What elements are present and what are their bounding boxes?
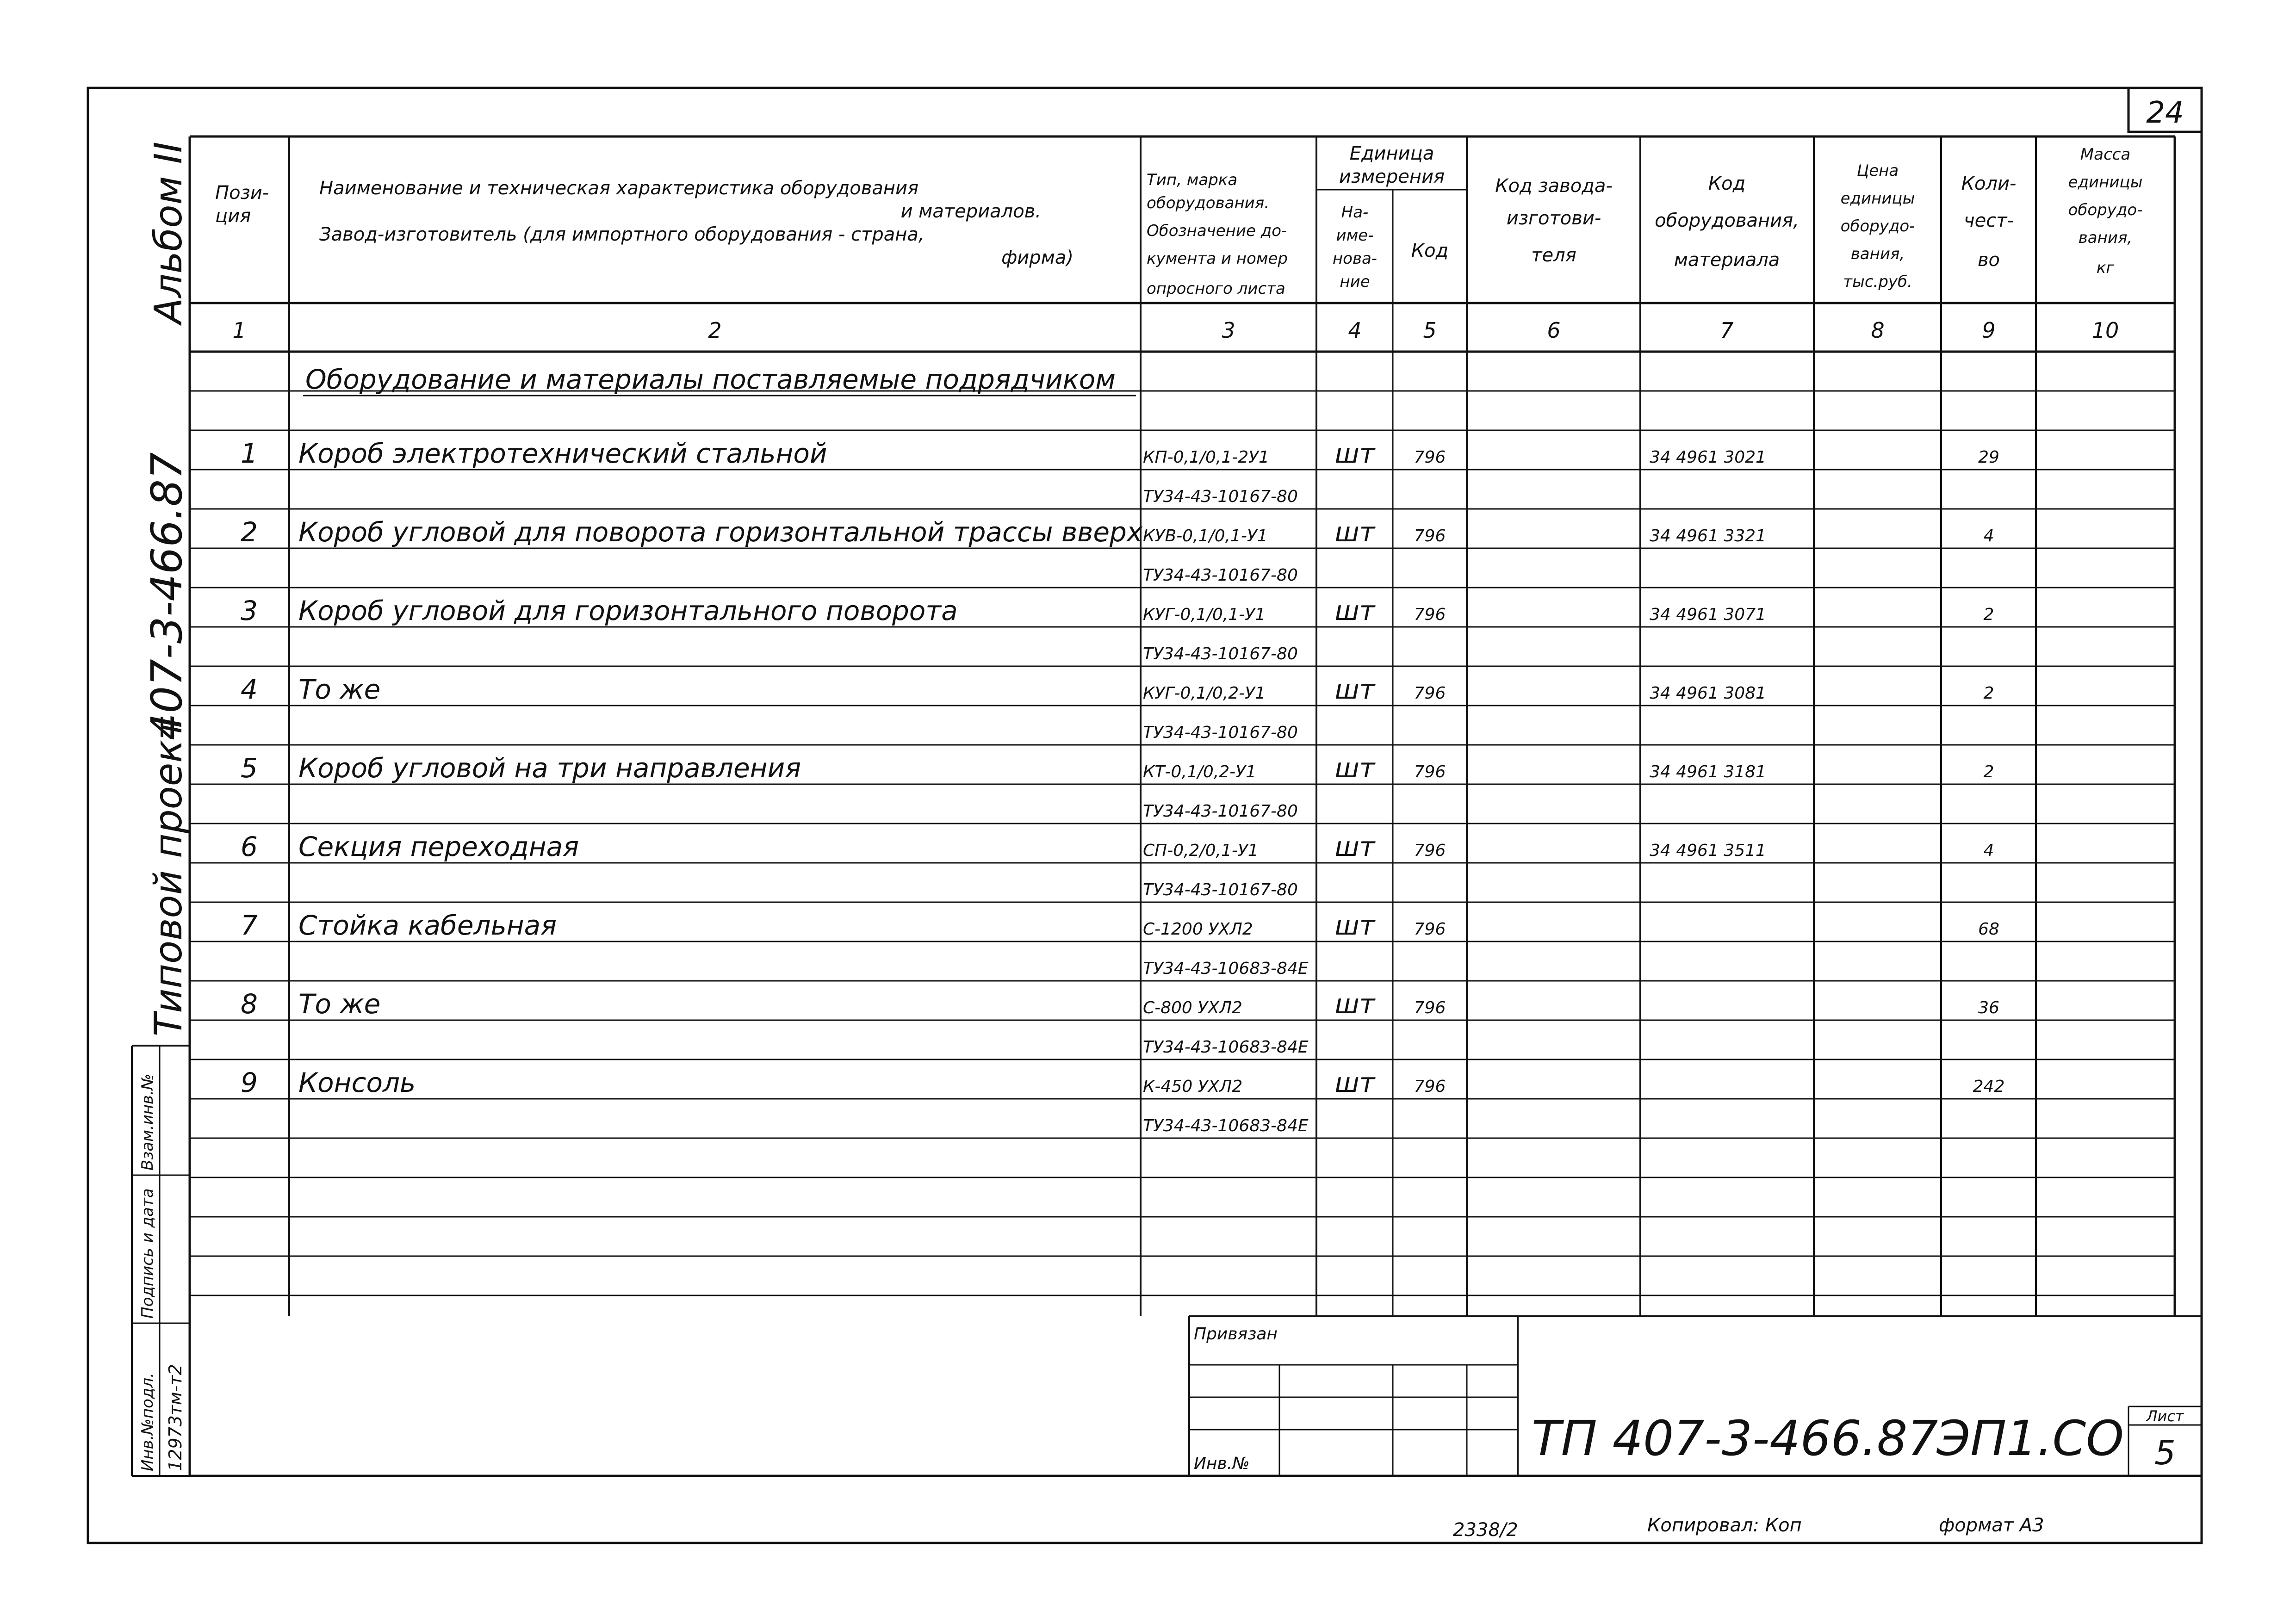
hdr-pos-1: Пози- [215, 182, 269, 204]
hdr-pos-2: ция [215, 205, 251, 227]
colnum-3: 3 [1222, 318, 1235, 343]
row-unit: шт [1334, 438, 1375, 469]
row-doc: ТУ34-43-10167-80 [1143, 644, 1298, 663]
row-code: 796 [1414, 998, 1446, 1017]
table-row [241, 988, 1999, 1057]
row-type: КТ-0,1/0,2-У1 [1143, 762, 1257, 781]
table-row [241, 831, 1994, 899]
row-eqcode: 34 4961 3021 [1650, 448, 1766, 467]
hdr-price-2: единицы [1840, 189, 1915, 208]
row-eqcode: 34 4961 3511 [1650, 841, 1766, 860]
title-block [190, 1316, 2202, 1476]
row-code: 796 [1414, 1077, 1446, 1096]
row-code: 796 [1414, 684, 1446, 703]
side-stamp-podpis: Подпись и дата [138, 1188, 157, 1319]
hdr-unit-1: Единица [1349, 143, 1434, 164]
colnum-8: 8 [1871, 318, 1885, 343]
hdr-type-4: кумента и номер [1147, 249, 1288, 268]
stamp-doc-code: ТП 407-3-466.87 [1532, 1410, 1938, 1467]
colnum-4: 4 [1348, 318, 1362, 343]
table-row [241, 910, 1999, 978]
row-type: К-450 УХЛ2 [1143, 1077, 1243, 1096]
hdr-type-2: оборудования. [1147, 194, 1270, 212]
colnum-2: 2 [708, 318, 722, 343]
row-code: 796 [1414, 605, 1446, 624]
row-qty: 2 [1983, 684, 1994, 703]
side-stamp-inv-podl: Инв.№подл. [138, 1373, 157, 1471]
row-type: КП-0,1/0,1-2У1 [1143, 448, 1269, 467]
side-stamp [132, 1046, 190, 1476]
row-type: КУГ-0,1/0,2-У1 [1143, 684, 1266, 703]
row-pos: 8 [241, 988, 258, 1020]
row-name: Стойка кабельная [298, 910, 557, 941]
footer [1453, 1515, 2044, 1541]
row-name: То же [298, 674, 381, 705]
hdr-type-3: Обозначение до- [1147, 222, 1287, 240]
row-type: КУВ-0,1/0,1-У1 [1143, 527, 1268, 545]
row-qty: 2 [1983, 605, 1994, 624]
side-typical-project: Типовой проект [147, 718, 191, 1036]
row-doc: ТУ34-43-10683-84Е [1143, 1038, 1309, 1057]
row-unit: шт [1334, 752, 1375, 784]
hdr-qty-3: во [1977, 249, 2000, 271]
hdr-unitname-3: нова- [1332, 249, 1378, 268]
row-qty: 242 [1973, 1077, 2005, 1096]
row-doc: ТУ34-43-10167-80 [1143, 723, 1298, 742]
row-type: СП-0,2/0,1-У1 [1143, 841, 1259, 860]
row-unit: шт [1334, 910, 1375, 941]
row-eqcode: 34 4961 3081 [1650, 684, 1766, 703]
hdr-price-4: вания, [1850, 245, 1905, 263]
row-code: 796 [1414, 527, 1446, 545]
row-type: С-1200 УХЛ2 [1143, 920, 1253, 939]
table-row [241, 752, 1994, 821]
colnum-7: 7 [1720, 318, 1734, 343]
row-qty: 36 [1978, 998, 1999, 1017]
footer-format: формат А3 [1939, 1515, 2044, 1536]
hdr-plant-3: теля [1531, 245, 1576, 266]
stamp-privyazan: Привязан [1194, 1325, 1278, 1344]
stamp-list-label: Лист [2146, 1407, 2184, 1425]
hdr-eqcode-1: Код [1708, 173, 1746, 194]
hdr-name-1: Наименование и техническая характеристика оборудования [319, 178, 918, 199]
colnum-5: 5 [1423, 318, 1437, 343]
colnum-6: 6 [1547, 318, 1561, 343]
section-title: Оборудование и материалы поставляемые подрядчиком [305, 364, 1116, 395]
hdr-qty-1: Коли- [1961, 173, 2017, 194]
hdr-type-1: Тип, марка [1147, 171, 1238, 189]
row-pos: 4 [241, 674, 258, 705]
row-code: 796 [1414, 841, 1446, 860]
hdr-name-2: и материалов. [900, 201, 1041, 222]
row-code: 796 [1414, 762, 1446, 781]
table-row [241, 516, 1994, 585]
hdr-unitname-1: На- [1341, 203, 1369, 222]
row-doc: ТУ34-43-10683-84Е [1143, 959, 1309, 978]
row-name: Короб угловой для горизонтального поворота [298, 595, 958, 626]
row-doc: ТУ34-43-10167-80 [1143, 802, 1298, 821]
row-unit: шт [1334, 674, 1375, 705]
row-eqcode: 34 4961 3321 [1650, 527, 1766, 545]
side-stamp-vzam: Взам.инв.№ [138, 1073, 157, 1171]
footer-copied: Копировал: Коп [1647, 1515, 1802, 1536]
row-pos: 2 [241, 516, 258, 548]
row-qty: 29 [1978, 448, 1999, 467]
table-row [241, 674, 1994, 742]
row-pos: 6 [241, 831, 258, 862]
hdr-name-4: фирма) [1001, 247, 1074, 268]
row-qty: 4 [1983, 527, 1994, 545]
hdr-unit-2: измерения [1339, 166, 1445, 187]
row-name: Короб угловой для поворота горизонтальной трассы вверх [298, 516, 1143, 548]
row-code: 796 [1414, 920, 1446, 939]
hdr-plant-1: Код завода- [1495, 175, 1613, 197]
row-eqcode: 34 4961 3071 [1650, 605, 1766, 624]
table-row [241, 438, 1999, 506]
row-unit: шт [1334, 516, 1375, 548]
row-pos: 9 [241, 1067, 258, 1098]
row-doc: ТУ34-43-10167-80 [1143, 566, 1298, 585]
hdr-mass-1: Масса [2080, 145, 2131, 164]
footer-order: 2338/2 [1453, 1519, 1518, 1541]
colnum-9: 9 [1982, 318, 1996, 343]
row-type: С-800 УХЛ2 [1143, 998, 1242, 1017]
row-name: Короб электротехнический стальной [298, 438, 827, 469]
row-doc: ТУ34-43-10683-84Е [1143, 1116, 1309, 1135]
hdr-unitname-4: ние [1340, 273, 1370, 291]
row-pos: 5 [241, 752, 258, 784]
row-name: Короб угловой на три направления [298, 752, 801, 784]
hdr-qty-2: чест- [1964, 210, 2014, 231]
hdr-mass-3: оборудо- [2068, 201, 2143, 219]
table-header [215, 143, 2142, 343]
row-unit: шт [1334, 1067, 1375, 1098]
hdr-unitcode: Код [1411, 240, 1449, 261]
row-qty: 68 [1978, 920, 1999, 939]
hdr-unitname-2: име- [1336, 226, 1374, 245]
hdr-price-3: оборудо- [1840, 217, 1915, 235]
hdr-mass-4: вания, [2078, 229, 2133, 247]
row-qty: 2 [1983, 762, 1994, 781]
row-unit: шт [1334, 988, 1375, 1020]
colnum-1: 1 [232, 318, 246, 343]
row-pos: 3 [241, 595, 258, 626]
hdr-eqcode-3: материала [1674, 249, 1780, 271]
side-project-code: 407-3-466.87 [142, 452, 192, 740]
row-code: 796 [1414, 448, 1446, 467]
row-qty: 4 [1983, 841, 1994, 860]
hdr-name-3: Завод-изготовитель (для импортного оборудования - страна, [319, 224, 925, 245]
hdr-price-1: Цена [1856, 161, 1899, 180]
stamp-inv-no: Инв.№ [1194, 1454, 1250, 1473]
stamp-mark: ЭП1.СО [1936, 1410, 2124, 1467]
row-unit: шт [1334, 831, 1375, 862]
colnum-10: 10 [2091, 318, 2119, 343]
hdr-type-5: опросного листа [1147, 279, 1285, 298]
row-doc: ТУ34-43-10167-80 [1143, 880, 1298, 899]
row-doc: ТУ34-43-10167-80 [1143, 487, 1298, 506]
hdr-plant-2: изготови- [1506, 208, 1601, 229]
table-row [241, 595, 1994, 663]
hdr-eqcode-2: оборудования, [1655, 210, 1799, 231]
hdr-mass-2: единицы [2068, 173, 2143, 192]
table-row [241, 1067, 2004, 1135]
row-pos: 7 [241, 910, 258, 941]
sheet-number: 24 [2146, 96, 2184, 130]
row-eqcode: 34 4961 3181 [1650, 762, 1766, 781]
row-name: Консоль [298, 1067, 416, 1098]
hdr-price-5: тыс.руб. [1843, 273, 1912, 291]
stamp-list-value: 5 [2154, 1433, 2176, 1472]
side-album-title: Альбом II [147, 142, 191, 324]
row-name: То же [298, 988, 381, 1020]
row-name: Секция переходная [298, 831, 579, 862]
hdr-mass-5: кг [2096, 259, 2115, 277]
row-unit: шт [1334, 595, 1375, 626]
side-stamp-inv-value: 12973тм-т2 [165, 1364, 186, 1471]
row-type: КУГ-0,1/0,1-У1 [1143, 605, 1266, 624]
row-pos: 1 [241, 438, 258, 469]
